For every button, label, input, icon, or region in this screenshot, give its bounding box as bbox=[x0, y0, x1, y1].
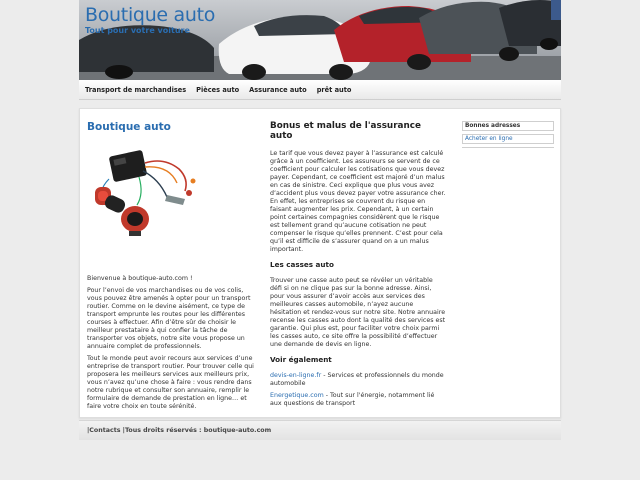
site-slogan: Tout pour votre voiture bbox=[85, 26, 190, 35]
sidebar-link-box bbox=[462, 134, 554, 144]
section-title-voir: Voir également bbox=[270, 355, 332, 364]
article-paragraph-1: Le tarif que vous devez payer à l’assurance est calculé grâce à un coefficient. Les assureurs se servent de ce coefficient pour calculer les cotisations que vous devez payer. Cependant, ce coefficient est majoré d’un malus en cas de sinistre. Ceci explique que plus vous avez d’accident plus vous devez payer votre assurance cher. En effet, les entreprises se couvrent du risque en faisant augmenter les prix. Cependant, à un certain point certaines compagnies considèrent que le risque est tellement grand qu’aucune cotisation ne peut compenser le risque qu’elles prennent. C’est pour cela qu’il est difficile de s’assurer quand on a un malus important. bbox=[270, 150, 446, 253]
nav-item-assurance[interactable]: Assurance auto bbox=[249, 85, 307, 94]
left-title: Boutique auto bbox=[87, 121, 171, 133]
right-sidebar bbox=[462, 121, 554, 148]
nav-item-pieces[interactable]: Pièces auto bbox=[196, 85, 240, 94]
page-wrapper bbox=[79, 0, 561, 100]
main-nav bbox=[79, 80, 561, 100]
main-content bbox=[79, 108, 561, 418]
section-title-casses: Les casses auto bbox=[270, 260, 334, 269]
article-title: Bonus et malus de l'assurance auto bbox=[270, 121, 421, 141]
nav-item-pret[interactable]: prêt auto bbox=[316, 85, 352, 94]
alarm-kit-image bbox=[89, 139, 199, 247]
middle-column bbox=[270, 121, 446, 412]
nav-item-transport[interactable]: Transport de marchandises bbox=[85, 85, 187, 94]
related-link-1[interactable]: devis-en-ligne.fr bbox=[270, 372, 322, 379]
related-link-1-desc: - Services et professionnels du monde automobile bbox=[270, 372, 444, 387]
welcome-text: Bienvenue à boutique-auto.com ! bbox=[87, 275, 193, 282]
related-link-2-row bbox=[270, 392, 446, 408]
article-paragraph-2: Trouver une casse auto peut se révéler un véritable défi si on ne clique pas sur la bonne adresse. Ainsi, pour vous assurer d’avoir accès aux services des meilleures casses automobile, n’ayez aucune hésitation et rendez-vous sur notre site. Notre annuaire recense les casses auto dont la qualité des services est garantie. Qui plus est, pour faciliter votre choix parmi les casses auto, ce site offre la possibilité d’effectuer une demande de devis en ligne. bbox=[270, 277, 446, 348]
sidebar-box-title: Bonnes adresses bbox=[462, 121, 554, 131]
left-paragraph-1: Pour l’envoi de vos marchandises ou de vos colis, vous pouvez être amenés à opter pour un transport routier. Comme on le devine aisément, ce type de transport emprunte les routes pour les différentes courses à effectuer. Afin d’être sûr de choisir le meilleur prestataire à qui confier la tâche de transporter vos objets, notre site vous propose un annuaire complet de professionnels. bbox=[87, 287, 251, 350]
header-banner bbox=[79, 0, 561, 80]
left-column bbox=[87, 121, 259, 415]
related-link-2[interactable]: Energetique.com bbox=[270, 392, 324, 399]
sidebar-link-acheter[interactable]: Acheter en ligne bbox=[465, 136, 513, 142]
site-title[interactable]: Boutique auto bbox=[85, 4, 216, 26]
left-paragraph-2: Tout le monde peut avoir recours aux services d’une entreprise de transport routier. Pour trouver celle qui proposera les meilleurs services aux meilleurs prix, vous n’avez qu’une chose à faire : vous rendre dans notre rubrique et consulter son annuaire, remplir le formulaire de demande de prestation en ligne… et faire votre choix en toute sérénité. bbox=[87, 355, 254, 410]
footer-text[interactable]: |Contacts |Tous droits réservés : boutique-auto.com bbox=[87, 427, 272, 434]
related-link-2-desc: - Tout sur l'énergie, notamment lié aux questions de transport bbox=[270, 392, 435, 407]
related-link-1-row bbox=[270, 372, 446, 388]
sidebar-divider bbox=[462, 147, 554, 148]
footer bbox=[79, 420, 561, 440]
